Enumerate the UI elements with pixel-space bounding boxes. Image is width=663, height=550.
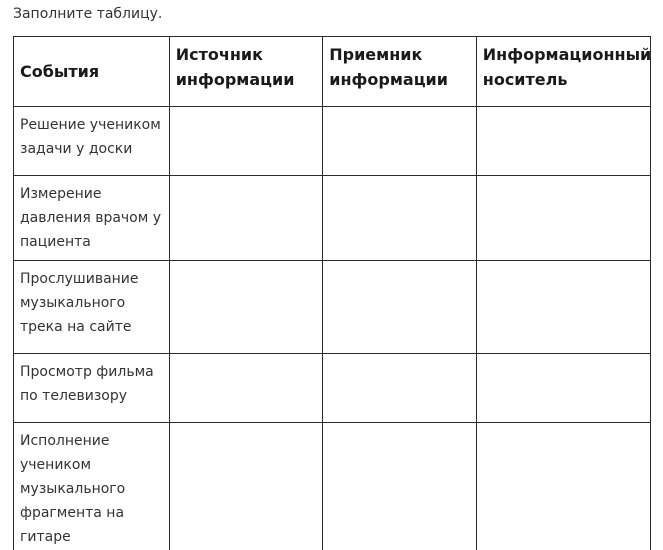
header-source: Источник информации — [169, 37, 323, 107]
receiver-cell[interactable] — [323, 423, 477, 550]
table-row — [14, 354, 651, 423]
source-cell[interactable] — [169, 354, 323, 423]
table-row — [14, 176, 651, 261]
event-cell: Исполнение учеником музыкального фрагмента на гитаре — [14, 423, 170, 550]
table-row — [14, 423, 651, 550]
event-cell: Измерение давления врачом у пациента — [14, 176, 170, 261]
receiver-cell[interactable] — [323, 176, 477, 261]
carrier-cell[interactable] — [476, 423, 650, 550]
event-cell: Прослушивание музыкального трека на сайте — [14, 261, 170, 354]
table-row — [14, 261, 651, 354]
receiver-cell[interactable] — [323, 354, 477, 423]
table-row — [14, 107, 651, 176]
carrier-cell[interactable] — [476, 261, 650, 354]
source-cell[interactable] — [169, 107, 323, 176]
table-header-row — [14, 37, 651, 107]
carrier-cell[interactable] — [476, 176, 650, 261]
receiver-cell[interactable] — [323, 261, 477, 354]
source-cell[interactable] — [169, 261, 323, 354]
event-cell: Просмотр фильма по телевизору — [14, 354, 170, 423]
header-carrier: Информационный носитель — [476, 37, 650, 107]
header-receiver: Приемник информации — [323, 37, 477, 107]
fill-in-table — [13, 36, 651, 550]
carrier-cell[interactable] — [476, 354, 650, 423]
carrier-cell[interactable] — [476, 107, 650, 176]
header-events: События — [14, 37, 170, 107]
receiver-cell[interactable] — [323, 107, 477, 176]
instruction-text: Заполните таблицу. — [13, 6, 163, 22]
source-cell[interactable] — [169, 176, 323, 261]
source-cell[interactable] — [169, 423, 323, 550]
event-cell: Решение учеником задачи у доски — [14, 107, 170, 176]
